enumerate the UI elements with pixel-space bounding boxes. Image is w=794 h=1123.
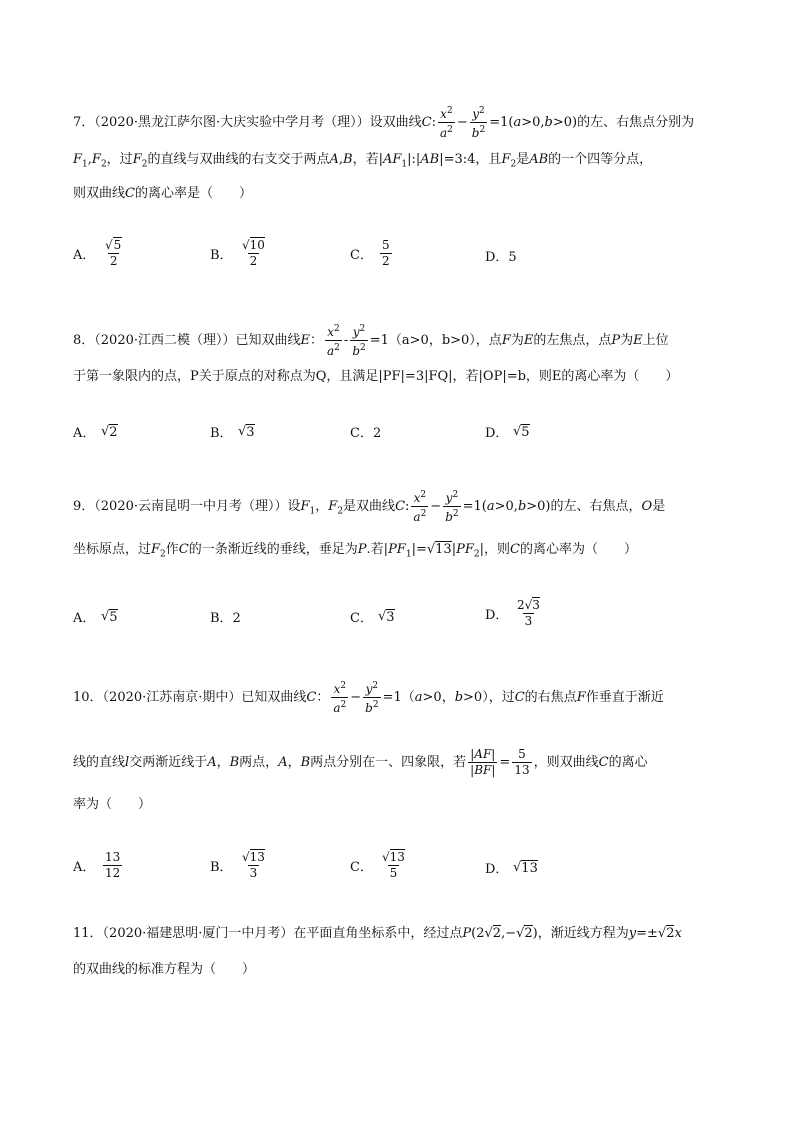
option-label: D．5	[485, 250, 517, 265]
q7-line3: 则双曲线C的离心率是（ ）	[73, 186, 252, 201]
q9-option-d[interactable]: D． $\frac{2√3}{3}$	[485, 598, 540, 628]
q10-text: ，过	[488, 690, 515, 705]
q7-option-c[interactable]: C． $\frac{5}{2}$	[350, 238, 390, 268]
q11-line2	[73, 960, 255, 980]
q10-text: 交两渐近线于	[129, 755, 208, 770]
option-label: A．	[73, 426, 96, 441]
option-label: D．	[485, 608, 509, 623]
option-label: C．	[350, 860, 373, 875]
option-label: B．	[210, 860, 233, 875]
q8-option-a[interactable]: A． √ 2	[73, 424, 118, 441]
q8-text: （a>0，b>0），点	[388, 333, 502, 348]
q8-text: 的左焦点，点	[533, 333, 612, 348]
q10-text: 的右焦点	[524, 690, 577, 705]
q7-text: ，过	[106, 152, 133, 167]
q10-text: 两点，	[239, 755, 279, 770]
q7-option-a[interactable]: A． $\frac{√5}{2}$	[73, 238, 122, 268]
option-label: B．	[210, 426, 233, 441]
q9-line2: 坐标原点，过$F_2$作C的一条渐近线的垂线，垂足为P.若$|PF_1|=√13|PF_2|$，则C的离心率为（ ）	[73, 542, 637, 560]
q7-text: 的左、右焦点分别为	[577, 115, 695, 130]
q7-option-b[interactable]: B． $\frac{√10}{2}$	[210, 238, 265, 268]
q11-stem: 11．（2020·福建思明·厦门一中月考）在平面直角坐标系中，经过点	[73, 926, 463, 941]
q8-text: 为	[510, 333, 524, 348]
q10-option-d[interactable]: D． √ 13	[485, 860, 538, 877]
q10-text: 两点分别在一、四象限，若	[310, 755, 467, 770]
q10-text: 的离心	[608, 755, 648, 770]
q9-text: 的一条渐近线的垂线，垂足为	[188, 542, 358, 557]
option-label: A．	[73, 611, 96, 626]
q9-text: 的左、右焦点，	[550, 499, 642, 514]
q11-line1: 11．（2020·福建思明·厦门一中月考）在平面直角坐标系中，经过点P(2√2,−√2)，渐近线方程为y=±√2x	[73, 926, 682, 941]
q7-line2: $F_1,F_2$，过$F_2$的直线与双曲线的右支交于两点A,B，若$|AF_1|:|AB|=3:4$，且$F_2$是AB的一个四等分点，	[73, 152, 653, 170]
option-label: B．	[210, 248, 233, 263]
q10-option-b[interactable]: B． $\frac{√13}{3}$	[210, 850, 265, 880]
q10-text: 率为（ ）	[73, 797, 152, 812]
q8-line2	[73, 367, 678, 387]
q7-frac-y: $\frac{y^2}{b^2}$	[471, 106, 486, 140]
q7-text: 的一个四等分点，	[548, 152, 653, 167]
option-label: C．	[350, 611, 373, 626]
q9-text: 坐标原点，过	[73, 542, 152, 557]
q10-stem: 10．（2020·江苏南京·期中）已知双曲线	[73, 690, 307, 705]
q10-option-c[interactable]: C． $\frac{√13}{5}$	[350, 850, 405, 880]
q9-line1: 9．（2020·云南昆明一中月考（理））设$F_1$，$F_2$是双曲线C: $\frac{x^2}{a^2}$ − $\frac{y^2}{b^2}$ =1(a>0,b>0)的左、右焦点，O是	[73, 490, 666, 524]
q9-text: 是	[652, 499, 666, 514]
q8-text: 于第一象限内的点，P关于原点的对称点为Q，且满足|PF|=3|FQ|，若|OP|=b，则E的离心率为（ ）	[73, 369, 679, 384]
q10-line1: 10．（2020·江苏南京·期中）已知双曲线C： $\frac{x^2}{a^2}$ − $\frac{y^2}{b^2}$ =1（a>0，b>0），过C的右焦点F作垂直于渐近	[73, 681, 664, 715]
option-label: A．	[73, 248, 96, 263]
q8-option-d[interactable]: D． √ 5	[485, 424, 530, 441]
q7-text: 的直线与双曲线的右支交于两点	[147, 152, 330, 167]
q7-text: ，若	[352, 152, 379, 167]
q8-option-c[interactable]	[350, 422, 381, 441]
q10-option-a[interactable]: A． $\frac{13}{12}$	[73, 850, 121, 880]
q7-text: ，且	[475, 152, 502, 167]
q8-text: 上位	[642, 333, 669, 348]
q9-text: ，则	[483, 542, 510, 557]
q11-text: 的双曲线的标准方程为（ ）	[73, 962, 256, 977]
q9-text: 的离心率为（ ）	[519, 542, 637, 557]
q8-line1: 8．（2020·江西二模（理））已知双曲线E： $\frac{x^2}{a^2}$ - $\frac{y^2}{b^2}$ =1（a>0，b>0），点F为E的左焦点，点P为E上位	[73, 324, 669, 358]
q10-text: 作垂直于渐近	[585, 690, 664, 705]
q7-text: 则双曲线	[73, 186, 126, 201]
option-label: D．	[485, 862, 509, 877]
option-label: B．2	[210, 611, 241, 626]
q9-option-b[interactable]	[210, 607, 241, 626]
q7-stem: 7．（2020·黑龙江萨尔图·大庆实验中学月考（理））设双曲线	[73, 115, 422, 130]
q7-option-d[interactable]	[485, 246, 517, 265]
q10-text: 线的直线	[73, 755, 126, 770]
q9-text: 是双曲线	[343, 499, 396, 514]
option-label: C．2	[350, 426, 382, 441]
q10-line3	[73, 795, 151, 815]
option-label: C．	[350, 248, 373, 263]
q7-frac-x: $\frac{x^2}{a^2}$	[439, 106, 453, 140]
q9-text: 若	[370, 542, 384, 557]
q7-text: 的离心率是（ ）	[134, 186, 252, 201]
q8-stem: 8．（2020·江西二模（理））已知双曲线	[73, 333, 301, 348]
q8-option-b[interactable]: B． √ 3	[210, 424, 255, 441]
q10-line2: 线的直线l交两渐近线于A，B两点，A，B两点分别在一、四象限，若 $\frac{|AF|}{|BF|}$ = $\frac{5}{13}$ ，则双曲线C的离心	[73, 747, 648, 777]
q10-text: ，则双曲线	[533, 755, 599, 770]
q9-text: 作	[165, 542, 179, 557]
q8-text: 为	[620, 333, 634, 348]
q9-option-a[interactable]: A． √ 5	[73, 609, 118, 626]
q9-option-c[interactable]: C． √ 3	[350, 609, 395, 626]
q9-stem: 9．（2020·云南昆明一中月考（理））设	[73, 499, 301, 514]
option-label: A．	[73, 860, 96, 875]
q7-line1: 7．（2020·黑龙江萨尔图·大庆实验中学月考（理））设双曲线C: $\frac{x^2}{a^2}$ − $\frac{y^2}{b^2}$ =1(a>0,b>0)的左、右焦点分别为	[73, 106, 695, 140]
q11-text: ，渐近线方程为	[537, 926, 629, 941]
option-label: D．	[485, 426, 509, 441]
q7-text: 是	[516, 152, 530, 167]
